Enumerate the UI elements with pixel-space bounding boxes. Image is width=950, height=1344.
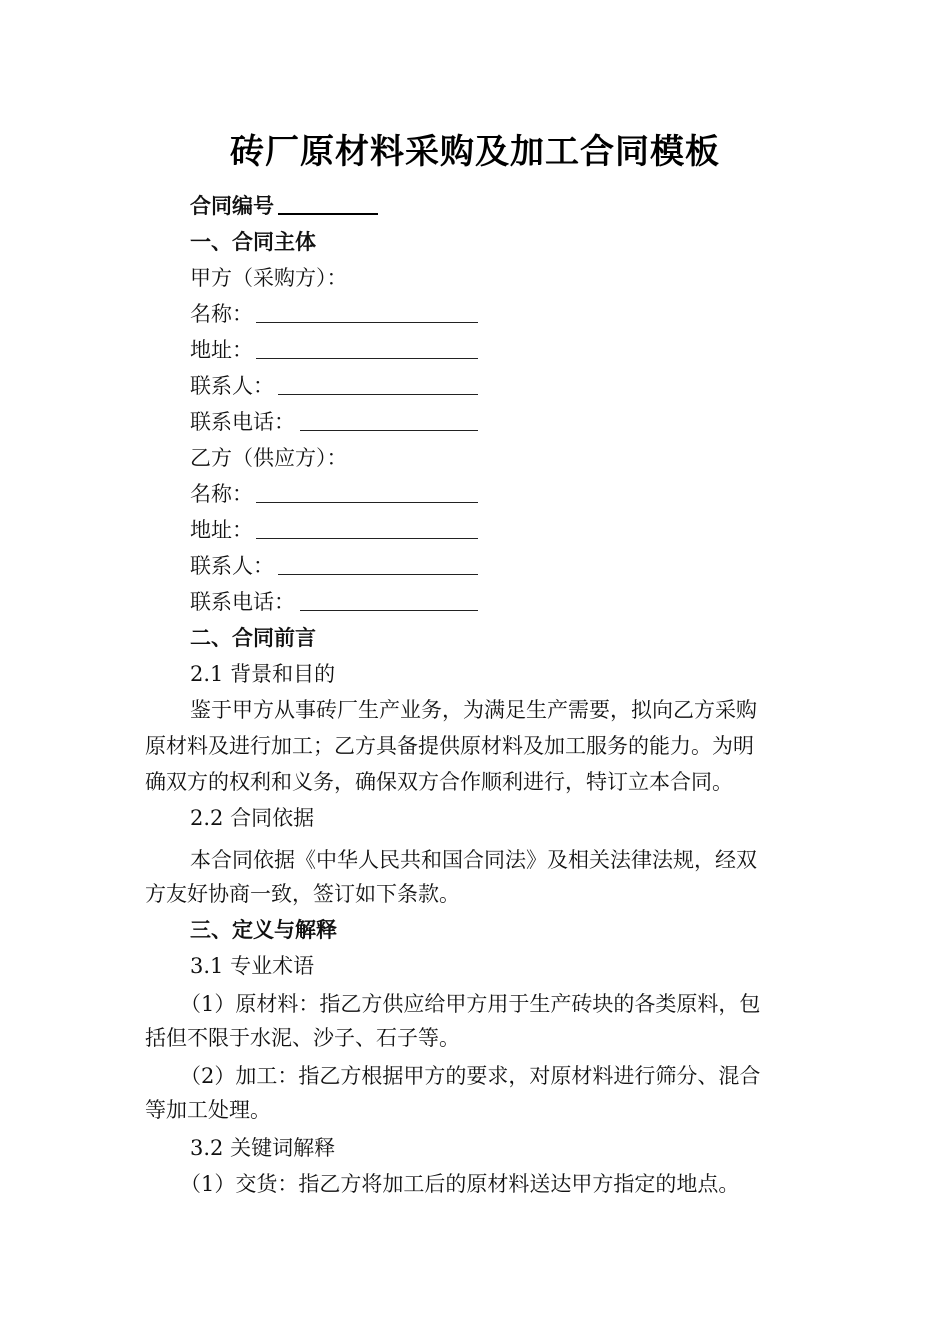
section-2-2-text-line-2: 方友好协商一致，签订如下条款。 [145,882,460,906]
document-title: 砖厂原材料采购及加工合同模板 [230,132,720,172]
party-a-label: 甲方（采购方）： [190,266,348,290]
party-a-contact-label: 联系人： [190,374,274,398]
party-a-name-field[interactable] [256,322,478,323]
party-a-phone-field[interactable] [300,430,478,431]
section-3-1-item-2-line-1: （2）加工：指乙方根据甲方的要求，对原材料进行筛分、混合 [180,1064,761,1088]
party-b-name-label: 名称： [190,482,253,506]
section-2-heading: 二、合同前言 [190,626,316,650]
section-3-1-item-1-line-2: 括但不限于水泥、沙子、石子等。 [145,1026,460,1050]
section-2-2-text-line-1: 本合同依据《中华人民共和国合同法》及相关法律法规，经双 [190,848,757,872]
party-b-contact-label: 联系人： [190,554,274,578]
section-3-1-title: 3.1 专业术语 [190,954,315,978]
section-3-2-item-1: （1）交货：指乙方将加工后的原材料送达甲方指定的地点。 [180,1172,740,1196]
party-b-phone-field[interactable] [300,610,478,611]
section-2-2-title: 2.2 合同依据 [190,806,315,830]
section-1-heading: 一、合同主体 [190,230,316,254]
party-a-address-label: 地址： [190,338,253,362]
party-a-phone-label: 联系电话： [190,410,295,434]
party-b-label: 乙方（供应方）： [190,446,348,470]
section-2-1-text-line-3: 确双方的权利和义务，确保双方合作顺利进行，特订立本合同。 [145,770,733,794]
party-b-address-field[interactable] [256,538,478,539]
contract-number-blank[interactable] [278,213,378,215]
section-3-1-item-2-line-2: 等加工处理。 [145,1098,271,1122]
party-b-phone-label: 联系电话： [190,590,295,614]
section-2-1-text-line-1: 鉴于甲方从事砖厂生产业务，为满足生产需要，拟向乙方采购 [190,698,757,722]
contract-number-label: 合同编号 [190,194,274,218]
party-b-contact-field[interactable] [278,574,478,575]
section-3-heading: 三、定义与解释 [190,918,337,942]
section-3-2-title: 3.2 关键词解释 [190,1136,336,1160]
party-a-address-field[interactable] [256,358,478,359]
section-2-1-title: 2.1 背景和目的 [190,662,336,686]
party-a-contact-field[interactable] [278,394,478,395]
section-2-1-text-line-2: 原材料及进行加工；乙方具备提供原材料及加工服务的能力。为明 [145,734,754,758]
party-a-name-label: 名称： [190,302,253,326]
section-3-1-item-1-line-1: （1）原材料：指乙方供应给甲方用于生产砖块的各类原料，包 [180,992,761,1016]
party-b-name-field[interactable] [256,502,478,503]
party-b-address-label: 地址： [190,518,253,542]
